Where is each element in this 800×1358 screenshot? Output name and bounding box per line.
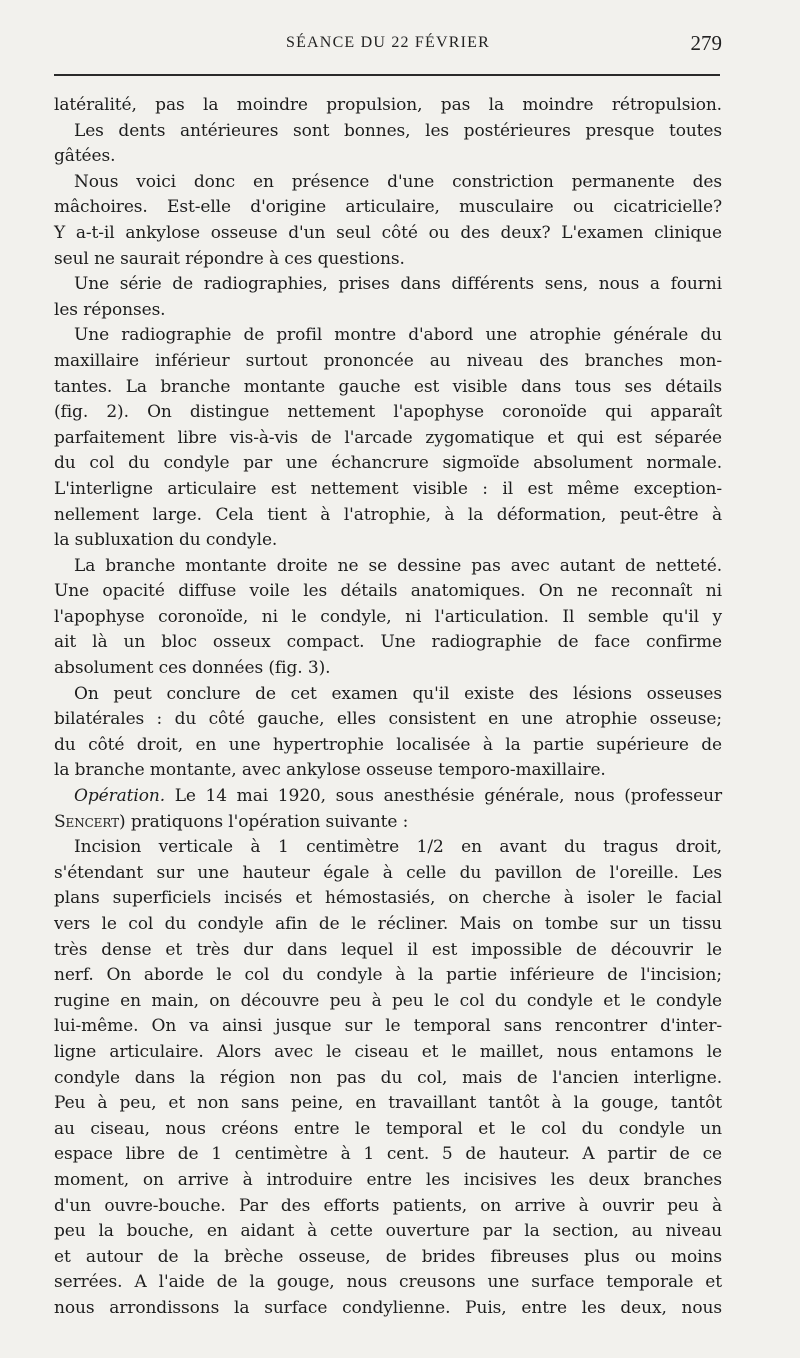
text-line: tantes. La branche montante gauche est visible dans tous ses détails bbox=[54, 376, 722, 397]
author-name: Sencert) bbox=[54, 811, 126, 832]
text-line: L'interligne articulaire est nettement visible : il est même exception- bbox=[54, 478, 722, 499]
text-line: La branche montante droite ne se dessine pas avec autant de netteté. bbox=[74, 555, 722, 576]
text-line: la subluxation du condyle. bbox=[54, 530, 278, 551]
text-line: Une radiographie de profil montre d'abord une atrophie générale du bbox=[74, 325, 722, 346]
text-line: parfaitement libre vis-à-vis de l'arcade zygomatique et qui est séparée bbox=[54, 427, 722, 448]
text-line: Incision verticale à 1 centimètre 1/2 en avant du tragus droit, bbox=[74, 837, 722, 858]
text-line: rugine en main, on découvre peu à peu le col du condyle et le condyle bbox=[54, 990, 722, 1011]
text-line: du côté droit, en une hypertrophie localisée à la partie supérieure de bbox=[54, 734, 722, 755]
header-rule bbox=[54, 74, 720, 76]
text-line: lui-même. On va ainsi jusque sur le temporal sans rencontrer d'inter- bbox=[54, 1016, 722, 1037]
text-line: Une opacité diffuse voile les détails anatomiques. On ne reconnaît ni bbox=[54, 581, 722, 602]
text-line: Nous voici donc en présence d'une constriction permanente des bbox=[74, 171, 722, 192]
text-line: la branche montante, avec ankylose osseuse temporo-maxillaire. bbox=[54, 760, 606, 781]
operation-label: Opération. bbox=[74, 786, 165, 807]
text-line: ait là un bloc osseux compact. Une radiographie de face confirme bbox=[54, 632, 722, 653]
text-line: latéralité, pas la moindre propulsion, pas la moindre rétropulsion. bbox=[54, 95, 722, 115]
text-line: bilatérales : du côté gauche, elles consistent en une atrophie osseuse; bbox=[54, 709, 722, 730]
text-line: moment, on arrive à introduire entre les incisives les deux branches bbox=[54, 1169, 722, 1190]
running-header bbox=[54, 31, 722, 58]
text-line: nous arrondissons la surface condylienne. Puis, entre les deux, nous bbox=[54, 1297, 722, 1318]
text-line: ligne articulaire. Alors avec le ciseau et le maillet, nous entamons le bbox=[54, 1041, 722, 1062]
body-text bbox=[54, 93, 722, 1322]
text-line: très dense et très dur dans lequel il est impossible de découvrir le bbox=[54, 939, 722, 960]
text-line: On peut conclure de cet examen qu'il existe des lésions osseuses bbox=[74, 683, 722, 704]
text-line: mâchoires. Est-elle d'origine articulaire, musculaire ou cicatricielle? bbox=[54, 197, 722, 218]
text-line: plans superficiels incisés et hémostasiés, on cherche à isoler le facial bbox=[54, 888, 722, 909]
text-line: gâtées. bbox=[54, 146, 116, 167]
text-segment: Le 14 mai 1920, sous anesthésie générale, nous (professeur bbox=[174, 786, 722, 807]
text-line: absolument ces données (fig. 3). bbox=[54, 658, 331, 679]
text-line bbox=[54, 810, 722, 836]
text-line: au ciseau, nous créons entre le temporal et le col du condyle un bbox=[54, 1118, 722, 1139]
text-line: l'apophyse coronoïde, ni le condyle, ni l'articulation. Il semble qu'il y bbox=[54, 606, 722, 627]
text-line: espace libre de 1 centimètre à 1 cent. 5 de hauteur. A partir de ce bbox=[54, 1144, 722, 1165]
text-line: s'étendant sur une hauteur égale à celle du pavillon de l'oreille. Les bbox=[54, 862, 722, 883]
text-line: peu la bouche, en aidant à cette ouverture par la section, au niveau bbox=[54, 1221, 722, 1242]
text-line bbox=[54, 784, 722, 810]
text-line: (fig. 2). On distingue nettement l'apophyse coronoïde qui apparaît bbox=[54, 402, 722, 423]
text-line: Une série de radiographies, prises dans différents sens, nous a fourni bbox=[74, 274, 722, 295]
text-segment: pratiquons l'opération suivante : bbox=[130, 811, 409, 832]
text-line: condyle dans la région non pas du col, mais de l'ancien interligne. bbox=[54, 1067, 722, 1088]
text-line: et autour de la brèche osseuse, de brides fibreuses plus ou moins bbox=[54, 1246, 722, 1267]
running-title: SÉANCE DU 22 FÉVRIER bbox=[285, 34, 490, 51]
text-line: nellement large. Cela tient à l'atrophie, à la déformation, peut-être à bbox=[54, 504, 722, 525]
page-number: 279 bbox=[690, 31, 722, 55]
text-line: les réponses. bbox=[54, 299, 166, 320]
text-line: Y a-t-il ankylose osseuse d'un seul côté ou des deux? L'examen clinique bbox=[54, 222, 722, 243]
text-line: d'un ouvre-bouche. Par des efforts patients, on arrive à ouvrir peu à bbox=[54, 1195, 722, 1216]
text-line: du col du condyle par une échancrure sigmoïde absolument normale. bbox=[54, 453, 722, 474]
text-line: Les dents antérieures sont bonnes, les postérieures presque toutes bbox=[74, 120, 722, 141]
text-line: vers le col du condyle afin de le récliner. Mais on tombe sur un tissu bbox=[54, 914, 722, 934]
text-line: serrées. A l'aide de la gouge, nous creusons une surface temporale et bbox=[54, 1272, 722, 1293]
text-line: seul ne saurait répondre à ces questions. bbox=[54, 248, 405, 269]
text-line: Peu à peu, et non sans peine, en travaillant tantôt à la gouge, tantôt bbox=[54, 1093, 722, 1114]
text-line: nerf. On aborde le col du condyle à la partie inférieure de l'incision; bbox=[54, 965, 722, 986]
text-line: maxillaire inférieur surtout prononcée au niveau des branches mon- bbox=[54, 350, 722, 371]
